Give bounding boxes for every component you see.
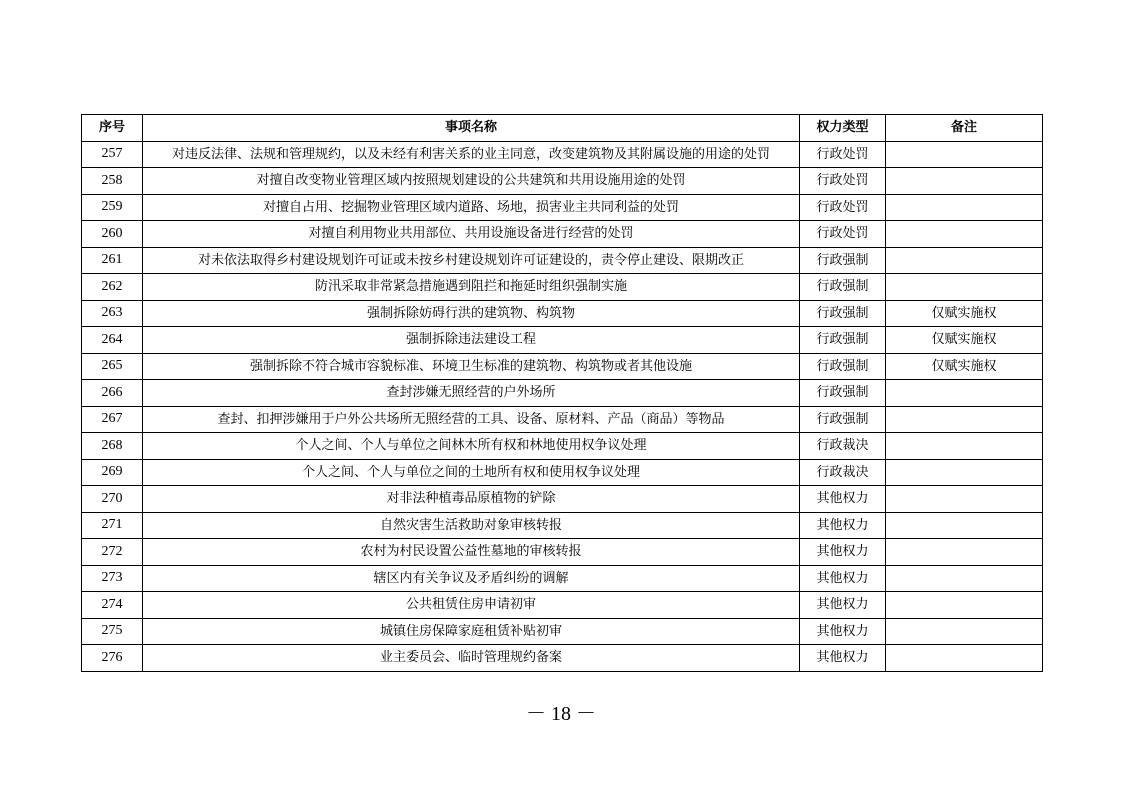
header-item-name: 事项名称	[143, 115, 800, 142]
header-index: 序号	[82, 115, 143, 142]
row-note	[886, 433, 1043, 460]
row-index: 257	[82, 141, 143, 168]
row-power-type: 其他权力	[800, 486, 886, 513]
row-power-type: 行政强制	[800, 327, 886, 354]
row-index: 271	[82, 512, 143, 539]
row-power-type: 行政处罚	[800, 221, 886, 248]
row-item-name: 对擅自占用、挖掘物业管理区域内道路、场地，损害业主共同利益的处罚	[143, 194, 800, 221]
row-item-name: 个人之间、个人与单位之间的土地所有权和使用权争议处理	[143, 459, 800, 486]
row-index: 268	[82, 433, 143, 460]
row-index: 261	[82, 247, 143, 274]
row-power-type: 其他权力	[800, 512, 886, 539]
table-row	[82, 247, 1043, 274]
row-item-name: 城镇住房保障家庭租赁补贴初审	[143, 618, 800, 645]
table-row	[82, 353, 1043, 380]
page-number: － 18 －	[526, 703, 596, 725]
power-list-table	[81, 114, 1043, 672]
row-power-type: 行政裁决	[800, 459, 886, 486]
row-index: 269	[82, 459, 143, 486]
table-row	[82, 512, 1043, 539]
table-row	[82, 486, 1043, 513]
row-item-name: 自然灾害生活救助对象审核转报	[143, 512, 800, 539]
row-item-name: 查封、扣押涉嫌用于户外公共场所无照经营的工具、设备、原材料、产品（商品）等物品	[143, 406, 800, 433]
row-note	[886, 141, 1043, 168]
row-item-name: 农村为村民设置公益性墓地的审核转报	[143, 539, 800, 566]
row-item-name: 强制拆除违法建设工程	[143, 327, 800, 354]
row-note	[886, 539, 1043, 566]
row-index: 273	[82, 565, 143, 592]
row-power-type: 行政强制	[800, 274, 886, 301]
row-index: 267	[82, 406, 143, 433]
header-note: 备注	[886, 115, 1043, 142]
table-row	[82, 327, 1043, 354]
row-power-type: 其他权力	[800, 645, 886, 672]
row-power-type: 行政强制	[800, 353, 886, 380]
row-item-name: 强制拆除不符合城市容貌标准、环境卫生标准的建筑物、构筑物或者其他设施	[143, 353, 800, 380]
row-note	[886, 380, 1043, 407]
row-item-name: 查封涉嫌无照经营的户外场所	[143, 380, 800, 407]
table-row	[82, 645, 1043, 672]
row-power-type: 其他权力	[800, 539, 886, 566]
table-row	[82, 221, 1043, 248]
row-note	[886, 459, 1043, 486]
table-row	[82, 274, 1043, 301]
row-item-name: 对擅自改变物业管理区域内按照规划建设的公共建筑和共用设施用途的处罚	[143, 168, 800, 195]
table-row	[82, 168, 1043, 195]
row-note	[886, 406, 1043, 433]
row-note	[886, 486, 1043, 513]
row-note	[886, 168, 1043, 195]
row-note	[886, 645, 1043, 672]
row-item-name: 防汛采取非常紧急措施遇到阻拦和拖延时组织强制实施	[143, 274, 800, 301]
row-note	[886, 512, 1043, 539]
row-power-type: 行政处罚	[800, 141, 886, 168]
row-note	[886, 221, 1043, 248]
row-index: 259	[82, 194, 143, 221]
row-item-name: 个人之间、个人与单位之间林木所有权和林地使用权争议处理	[143, 433, 800, 460]
table-row	[82, 380, 1043, 407]
row-power-type: 行政强制	[800, 406, 886, 433]
row-item-name: 对非法种植毒品原植物的铲除	[143, 486, 800, 513]
row-power-type: 行政裁决	[800, 433, 886, 460]
header-power-type: 权力类型	[800, 115, 886, 142]
row-index: 266	[82, 380, 143, 407]
row-index: 276	[82, 645, 143, 672]
table-row	[82, 539, 1043, 566]
table-row	[82, 406, 1043, 433]
row-power-type: 行政强制	[800, 300, 886, 327]
row-note: 仅赋实施权	[886, 327, 1043, 354]
row-index: 274	[82, 592, 143, 619]
table-header-row	[82, 115, 1043, 142]
row-power-type: 其他权力	[800, 565, 886, 592]
row-power-type: 其他权力	[800, 618, 886, 645]
row-note	[886, 565, 1043, 592]
row-index: 262	[82, 274, 143, 301]
row-index: 275	[82, 618, 143, 645]
row-note	[886, 592, 1043, 619]
row-item-name: 业主委员会、临时管理规约备案	[143, 645, 800, 672]
row-item-name: 对擅自利用物业共用部位、共用设施设备进行经营的处罚	[143, 221, 800, 248]
table-row	[82, 592, 1043, 619]
row-index: 258	[82, 168, 143, 195]
row-note	[886, 194, 1043, 221]
row-index: 264	[82, 327, 143, 354]
row-power-type: 行政强制	[800, 247, 886, 274]
row-note	[886, 274, 1043, 301]
table-body	[82, 141, 1043, 671]
row-power-type: 行政强制	[800, 380, 886, 407]
table-row	[82, 459, 1043, 486]
row-index: 263	[82, 300, 143, 327]
table-row	[82, 194, 1043, 221]
row-index: 265	[82, 353, 143, 380]
row-note	[886, 247, 1043, 274]
row-index: 270	[82, 486, 143, 513]
table-row	[82, 565, 1043, 592]
row-item-name: 强制拆除妨碍行洪的建筑物、构筑物	[143, 300, 800, 327]
row-item-name: 公共租赁住房申请初审	[143, 592, 800, 619]
row-note: 仅赋实施权	[886, 300, 1043, 327]
row-item-name: 辖区内有关争议及矛盾纠纷的调解	[143, 565, 800, 592]
table-row	[82, 300, 1043, 327]
row-power-type: 行政处罚	[800, 168, 886, 195]
row-power-type: 其他权力	[800, 592, 886, 619]
row-power-type: 行政处罚	[800, 194, 886, 221]
row-index: 260	[82, 221, 143, 248]
row-note: 仅赋实施权	[886, 353, 1043, 380]
table-row	[82, 618, 1043, 645]
row-item-name: 对未依法取得乡村建设规划许可证或未按乡村建设规划许可证建设的，责令停止建设、限期改正	[143, 247, 800, 274]
table-row	[82, 433, 1043, 460]
row-note	[886, 618, 1043, 645]
row-index: 272	[82, 539, 143, 566]
row-item-name: 对违反法律、法规和管理规约，以及未经有利害关系的业主同意，改变建筑物及其附属设施的用途的处罚	[143, 141, 800, 168]
table-row	[82, 141, 1043, 168]
